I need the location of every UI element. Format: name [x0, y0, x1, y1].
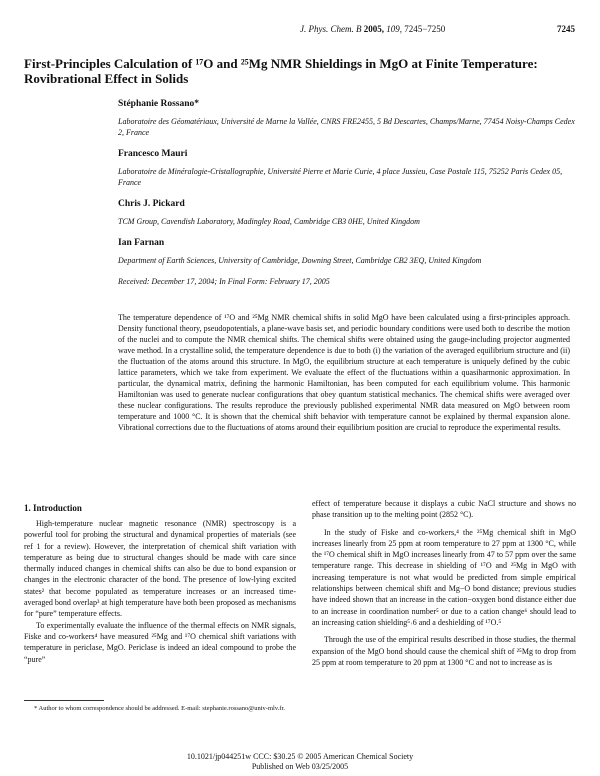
- section-title: 1. Introduction: [24, 503, 82, 513]
- page-footer: [0, 752, 600, 772]
- journal-volume: 109,: [386, 24, 402, 34]
- page-number: 7245: [557, 24, 575, 34]
- author-name: Francesco Mauri: [118, 149, 188, 159]
- paper-title: First-Principles Calculation of ¹⁷O and ²⁵Mg NMR Shieldings in MgO at Finite Temperature: Rovibrational Effect in Solids: [24, 56, 538, 86]
- journal-year: 2005,: [363, 24, 384, 34]
- published-date: Published on Web 03/25/2005: [251, 762, 349, 771]
- journal-pages: 7245−7250: [404, 24, 446, 34]
- author-block: [118, 198, 578, 227]
- author-affiliation: TCM Group, Cavendish Laboratory, Madingley Road, Cambridge CB3 0HE, United Kingdom: [118, 217, 420, 226]
- author-list: [118, 98, 578, 287]
- footnote-divider: [24, 700, 104, 701]
- author-affiliation: Department of Earth Sciences, University of Cambridge, Downing Street, Cambridge CB2 3EQ, United Kingdom: [118, 256, 482, 265]
- journal-header: [300, 24, 445, 34]
- left-column: [24, 518, 296, 665]
- paragraph: Through the use of the empirical results described in those studies, the thermal expansion of the MgO bond should cause the chemical shift of ²⁵Mg to drop from 25 ppm at room temperature to 20 ppm at 1300 °C and not to increase as is: [312, 635, 576, 667]
- author-affiliation: Laboratoire des Géomatériaux, Université de Marne la Vallée, CNRS FRE2455, 5 Bd Descartes, Champs/Marne, 77454 Noisy-Champs Cedex 2, France: [118, 117, 575, 137]
- author-affiliation: Laboratoire de Minéralogie-Cristallographie, Université Pierre et Marie Curie, 4 place Jussieu, Case Postale 115, 75252 Paris Cedex 05, France: [118, 167, 563, 187]
- author-block: [118, 237, 578, 266]
- author-name: Chris J. Pickard: [118, 199, 185, 209]
- paragraph: In the study of Fiske and co-workers,⁴ the ²⁵Mg chemical shift in MgO increases linearly from 25 ppm at room temperature to 27 ppm at 1300 °C, while the ¹⁷O chemical shift in MgO increases linearly from 47 to 57 ppm over the same temperature range. This decrease in shielding of ¹⁷O and ²⁵Mg in MgO with increasing temperature is not what would be predicted from simple empirical relationships between chemical shift and Mg−O bond distance; previous studies have indeed shown that an increase in the cation−oxygen bond distance either due to an increase in coordination number⁵ or due to a cation change⁶ should lead to an increasing cation shielding⁵˒6 and a deshielding of ¹⁷O.⁵: [312, 527, 576, 627]
- footnote: [24, 704, 296, 713]
- paragraph: effect of temperature because it displays a cubic NaCl structure and shows no phase transition up to the melting point (2852 °C).: [312, 499, 576, 520]
- abstract: The temperature dependence of ¹⁷O and ²⁵Mg NMR chemical shifts in solid MgO have been calculated using a first-principles approach. Density functional theory, pseudopotentials, a plane-wave basis set, and periodic boundary conditions were used both to describe the motion of the nuclei and to compute the NMR chemical shifts. The chemical shifts were obtained using the gauge-including projector augmented wave method. In a crystalline solid, the temperature dependence is due to both (i) the variation of the averaged equilibrium structure and (ii) the fluctuation of the atoms around this structure. In MgO, the equilibrium structure at each temperature is uniquely defined by the cubic lattice parameters, which we take from experiment. We evaluate the effect of the fluctuations within a quasiharmonic approximation. In particular, the dynamical matrix, defining the harmonic Hamiltonian, has been computed for each equilibrium volume. This harmonic Hamiltonian was used to generate nuclear configurations that obey quantum statistical mechanics. The chemical shifts were averaged over these nuclear configurations. The results reproduce the previously published experimental NMR data measured on MgO between room temperature and 1000 °C. It is shown that the chemical shift behavior with temperature cannot be explained by thermal expansion alone. Vibrational corrections due to the fluctuations of atoms around their equilibrium position are crucial to reproduce the experimental results.: [118, 313, 570, 432]
- journal-name: J. Phys. Chem. B: [300, 24, 362, 34]
- author-name: Ian Farnan: [118, 238, 165, 248]
- author-name: Stéphanie Rossano*: [118, 99, 200, 109]
- author-block: [118, 148, 578, 188]
- right-column: [312, 498, 576, 668]
- paragraph: To experimentally evaluate the influence of the thermal effects on NMR signals, Fiske and co-workers⁴ have measured ²⁵Mg and ¹⁷O chemical shift variations with temperature in periclase, MgO. Periclase is indeed an ideal compound to probe the “pure”: [24, 620, 296, 664]
- paragraph: High-temperature nuclear magnetic resonance (NMR) spectroscopy is a powerful tool for probing the structural and dynamical properties of materials (see ref 1 for a review). However, the interpretation of chemical shift variation with temperature as being due to structural changes should be made with care since thermally induced changes in chemical shifts can also be due to bond expansion or changes in the electronic character of the bond. The presence of low-lying excited states² that become populated as temperature increases or an increased time-averaged bond overlap³ at high temperature have both been proposed as mechanisms for “pure” temperature effects.: [24, 519, 296, 619]
- footnote-text: * Author to whom correspondence should be addressed. E-mail: stephanie.rossano@univ-mlv.fr.: [34, 705, 285, 712]
- received-dates: Received: December 17, 2004; In Final Form: February 17, 2005: [118, 277, 330, 286]
- author-block: [118, 98, 578, 138]
- doi-line: 10.1021/jp044251w CCC: $30.25 © 2005 American Chemical Society: [186, 752, 414, 761]
